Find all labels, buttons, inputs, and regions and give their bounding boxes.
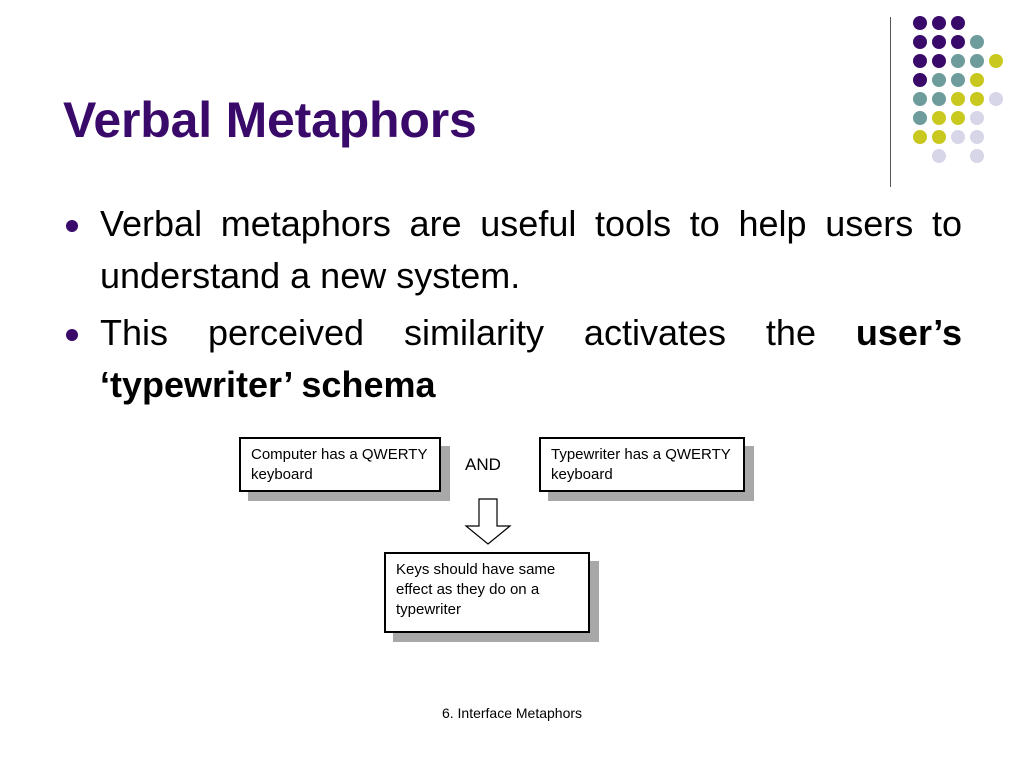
decor-dot xyxy=(970,92,984,106)
decor-dot xyxy=(970,54,984,68)
box-computer: Computer has a QWERTY keyboard xyxy=(239,437,441,492)
slide-title: Verbal Metaphors xyxy=(63,92,477,148)
slide-footer: 6. Interface Metaphors xyxy=(441,705,583,721)
decor-dot xyxy=(913,73,927,87)
decor-dot xyxy=(932,73,946,87)
bullet-text-normal: This perceived similarity activates the xyxy=(100,312,856,353)
decor-dot xyxy=(951,16,965,30)
decor-dot xyxy=(913,92,927,106)
box-result: Keys should have same effect as they do on a typewriter xyxy=(384,552,590,633)
decor-dot xyxy=(951,54,965,68)
decor-dot xyxy=(951,130,965,144)
bullet-text xyxy=(100,198,962,302)
decor-dot xyxy=(913,54,927,68)
bullet-text-bold: user’s ‘typewriter’ schema xyxy=(100,312,962,405)
decor-dot xyxy=(932,130,946,144)
decor-dot xyxy=(970,130,984,144)
decor-dot xyxy=(913,111,927,125)
decor-dot xyxy=(970,35,984,49)
decor-dot xyxy=(932,111,946,125)
decor-dot xyxy=(989,54,1003,68)
decor-dot xyxy=(932,16,946,30)
decor-dot xyxy=(951,35,965,49)
decor-dot xyxy=(913,35,927,49)
bullet-item xyxy=(60,198,962,302)
bullet-marker xyxy=(66,329,78,341)
decor-dot xyxy=(932,92,946,106)
bullet-item xyxy=(60,307,962,411)
bullet-text-normal: Verbal metaphors are useful tools to help users to understand a new system. xyxy=(100,203,962,296)
decor-dot xyxy=(932,35,946,49)
decor-dot xyxy=(951,111,965,125)
decor-dot xyxy=(913,130,927,144)
bullet-marker xyxy=(66,220,78,232)
decor-dot xyxy=(951,92,965,106)
decor-dot xyxy=(932,149,946,163)
down-arrow-icon xyxy=(464,498,512,546)
and-label: AND xyxy=(465,455,501,474)
decor-dot xyxy=(913,16,927,30)
decor-dot xyxy=(970,111,984,125)
decor-dot xyxy=(951,73,965,87)
bullet-list xyxy=(60,198,962,416)
decor-vertical-line xyxy=(890,17,891,187)
decor-dot xyxy=(970,149,984,163)
decor-dot xyxy=(932,54,946,68)
decor-dot xyxy=(989,92,1003,106)
decor-dot xyxy=(970,73,984,87)
bullet-text xyxy=(100,307,962,411)
box-typewriter: Typewriter has a QWERTY keyboard xyxy=(539,437,745,492)
